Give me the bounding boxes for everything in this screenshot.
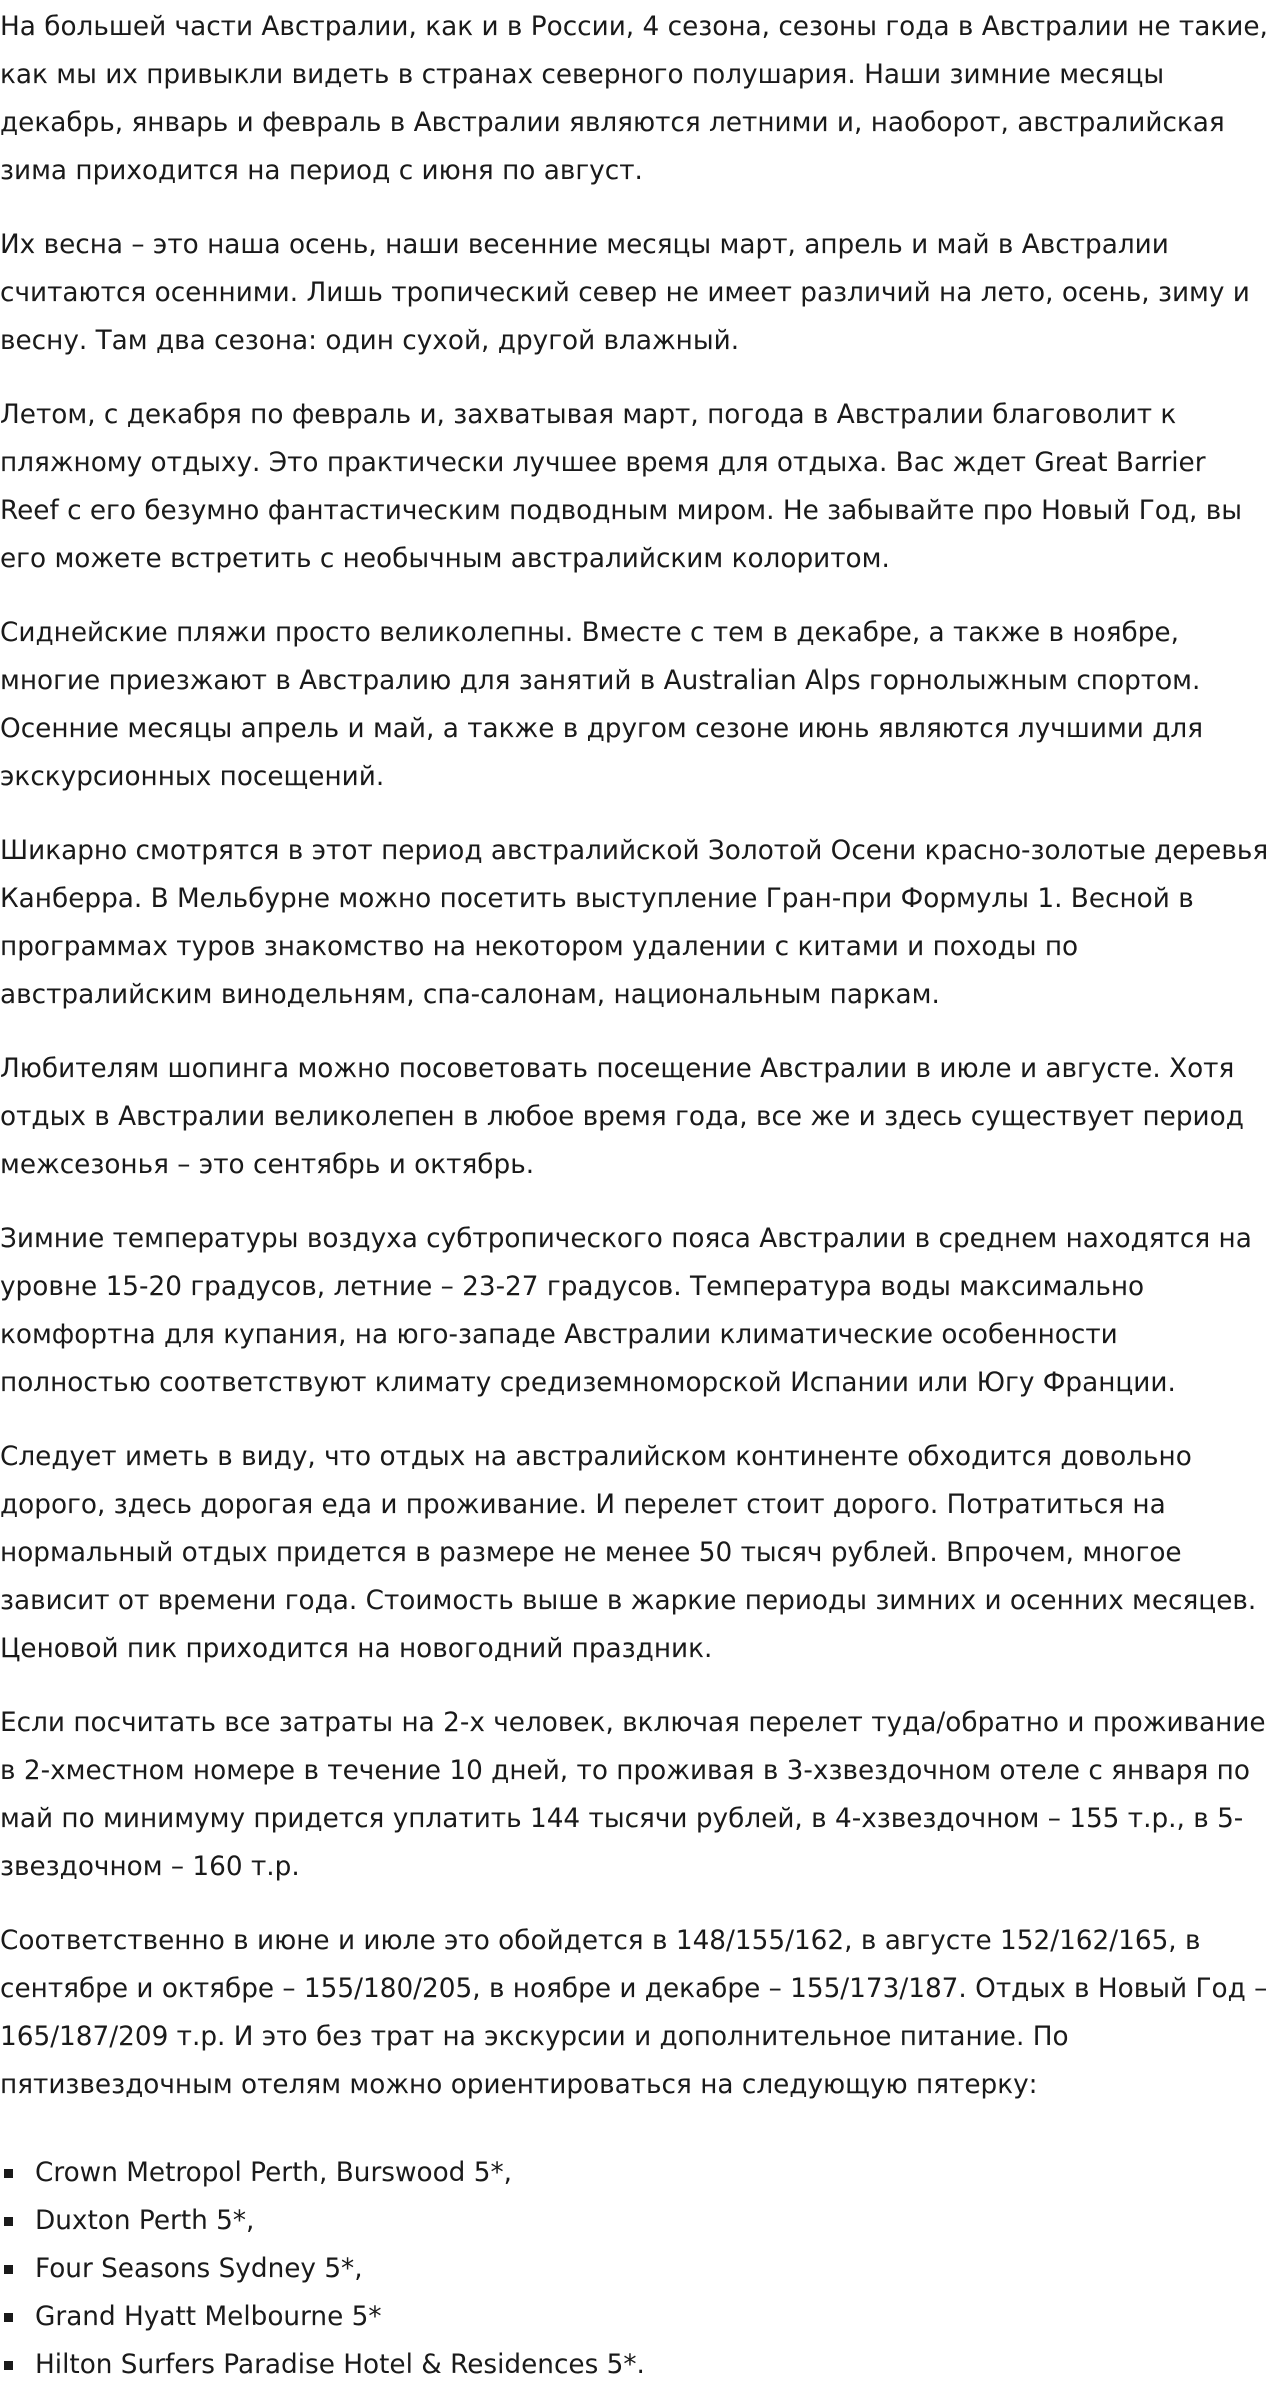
bullet-icon — [4, 2361, 13, 2370]
hotel-name: Duxton Perth 5*, — [35, 2206, 255, 2236]
list-item — [0, 2149, 1270, 2197]
list-item — [0, 2341, 1270, 2389]
list-item — [0, 2293, 1270, 2341]
paragraph-prices: Соответственно в июне и июле это обойдется в 148/155/162, в августе 152/162/165, в сентябре и октябре – 155/180/205, в ноябре и декабре – 155/173/187. Отдых в Новый Год – 165/187/209 т.р. И это без трат на экскурсии и дополнительное питание. По пятизвездочным отелям можно ориентироваться на следующую пятерку: — [0, 1926, 1268, 2100]
paragraph-expenses: Если посчитать все затраты на 2-х человек, включая перелет туда/обратно и проживание в 2-хместном номере в течение 10 дней, то проживая в 3-хзвездочном отеле с января по май по минимуму придется уплатить 144 тысячи рублей, в 4-хзвездочном – 155 т.р., в 5-звездочном – 160 т.р. — [0, 1708, 1266, 1882]
paragraph-beaches: Сиднейские пляжи просто великолепны. Вместе с тем в декабре, а также в ноябре, многие приезжают в Австралию для занятий в Australian Alps горнолыжным спортом. Осенние месяцы апрель и май, а также в другом сезоне июнь являются лучшими для экскурсионных посещений. — [0, 618, 1204, 792]
list-item — [0, 2197, 1270, 2245]
paragraph-summer: Летом, с декабря по февраль и, захватывая март, погода в Австралии благоволит к пляжному отдыху. Это практически лучшее время для отдыха. Вас ждет Great Barrier Reef с его безумно фантастическим подводным миром. Не забывайте про Новый Год, вы его можете встретить с необычным австралийским колоритом. — [0, 400, 1242, 574]
paragraph-golden-autumn: Шикарно смотрятся в этот период австралийской Золотой Осени красно-золотые деревья Канберра. В Мельбурне можно посетить выступление Гран-при Формулы 1. Весной в программах туров знакомство на некотором удалении с китами и походы по австралийским винодельням, спа-салонам, национальным паркам. — [0, 836, 1269, 1010]
hotel-name: Four Seasons Sydney 5*, — [35, 2254, 363, 2284]
bullet-icon — [4, 2313, 13, 2322]
hotel-name: Grand Hyatt Melbourne 5* — [35, 2302, 382, 2332]
paragraph-seasons: На большей части Австралии, как и в России, 4 сезона, сезоны года в Австралии не такие, как мы их привыкли видеть в странах северного полушария. Наши зимние месяцы декабрь, январь и февраль в Австралии являются летними и, наоборот, австралийская зима приходится на период с июня по август. — [0, 12, 1268, 186]
article-body — [0, 3, 1270, 2389]
bullet-icon — [4, 2169, 13, 2178]
paragraph-spring-autumn: Их весна – это наша осень, наши весенние месяцы март, апрель и май в Австралии считаются осенними. Лишь тропический север не имеет различий на лето, осень, зиму и весну. Там два сезона: один сухой, другой влажный. — [0, 230, 1250, 356]
hotel-list — [0, 2149, 1270, 2389]
bullet-icon — [4, 2217, 13, 2226]
paragraph-temperatures: Зимние температуры воздуха субтропического пояса Австралии в среднем находятся на уровне 15-20 градусов, летние – 23-27 градусов. Температура воды максимально комфортна для купания, на юго-западе Австралии климатические особенности полностью соответствуют климату средиземноморской Испании или Югу Франции. — [0, 1224, 1252, 1398]
list-item — [0, 2245, 1270, 2293]
bullet-icon — [4, 2265, 13, 2274]
paragraph-costs: Следует иметь в виду, что отдых на австралийском континенте обходится довольно дорого, здесь дорогая еда и проживание. И перелет стоит дорого. Потратиться на нормальный отдых придется в размере не менее 50 тысяч рублей. Впрочем, многое зависит от времени года. Стоимость выше в жаркие периоды зимних и осенних месяцев. Ценовой пик приходится на новогодний праздник. — [0, 1442, 1257, 1664]
hotel-name: Crown Metropol Perth, Burswood 5*, — [35, 2158, 512, 2188]
paragraph-shopping: Любителям шопинга можно посоветовать посещение Австралии в июле и августе. Хотя отдых в Австралии великолепен в любое время года, все же и здесь существует период межсезонья – это сентябрь и октябрь. — [0, 1054, 1244, 1180]
hotel-name: Hilton Surfers Paradise Hotel & Residences 5*. — [35, 2350, 645, 2380]
